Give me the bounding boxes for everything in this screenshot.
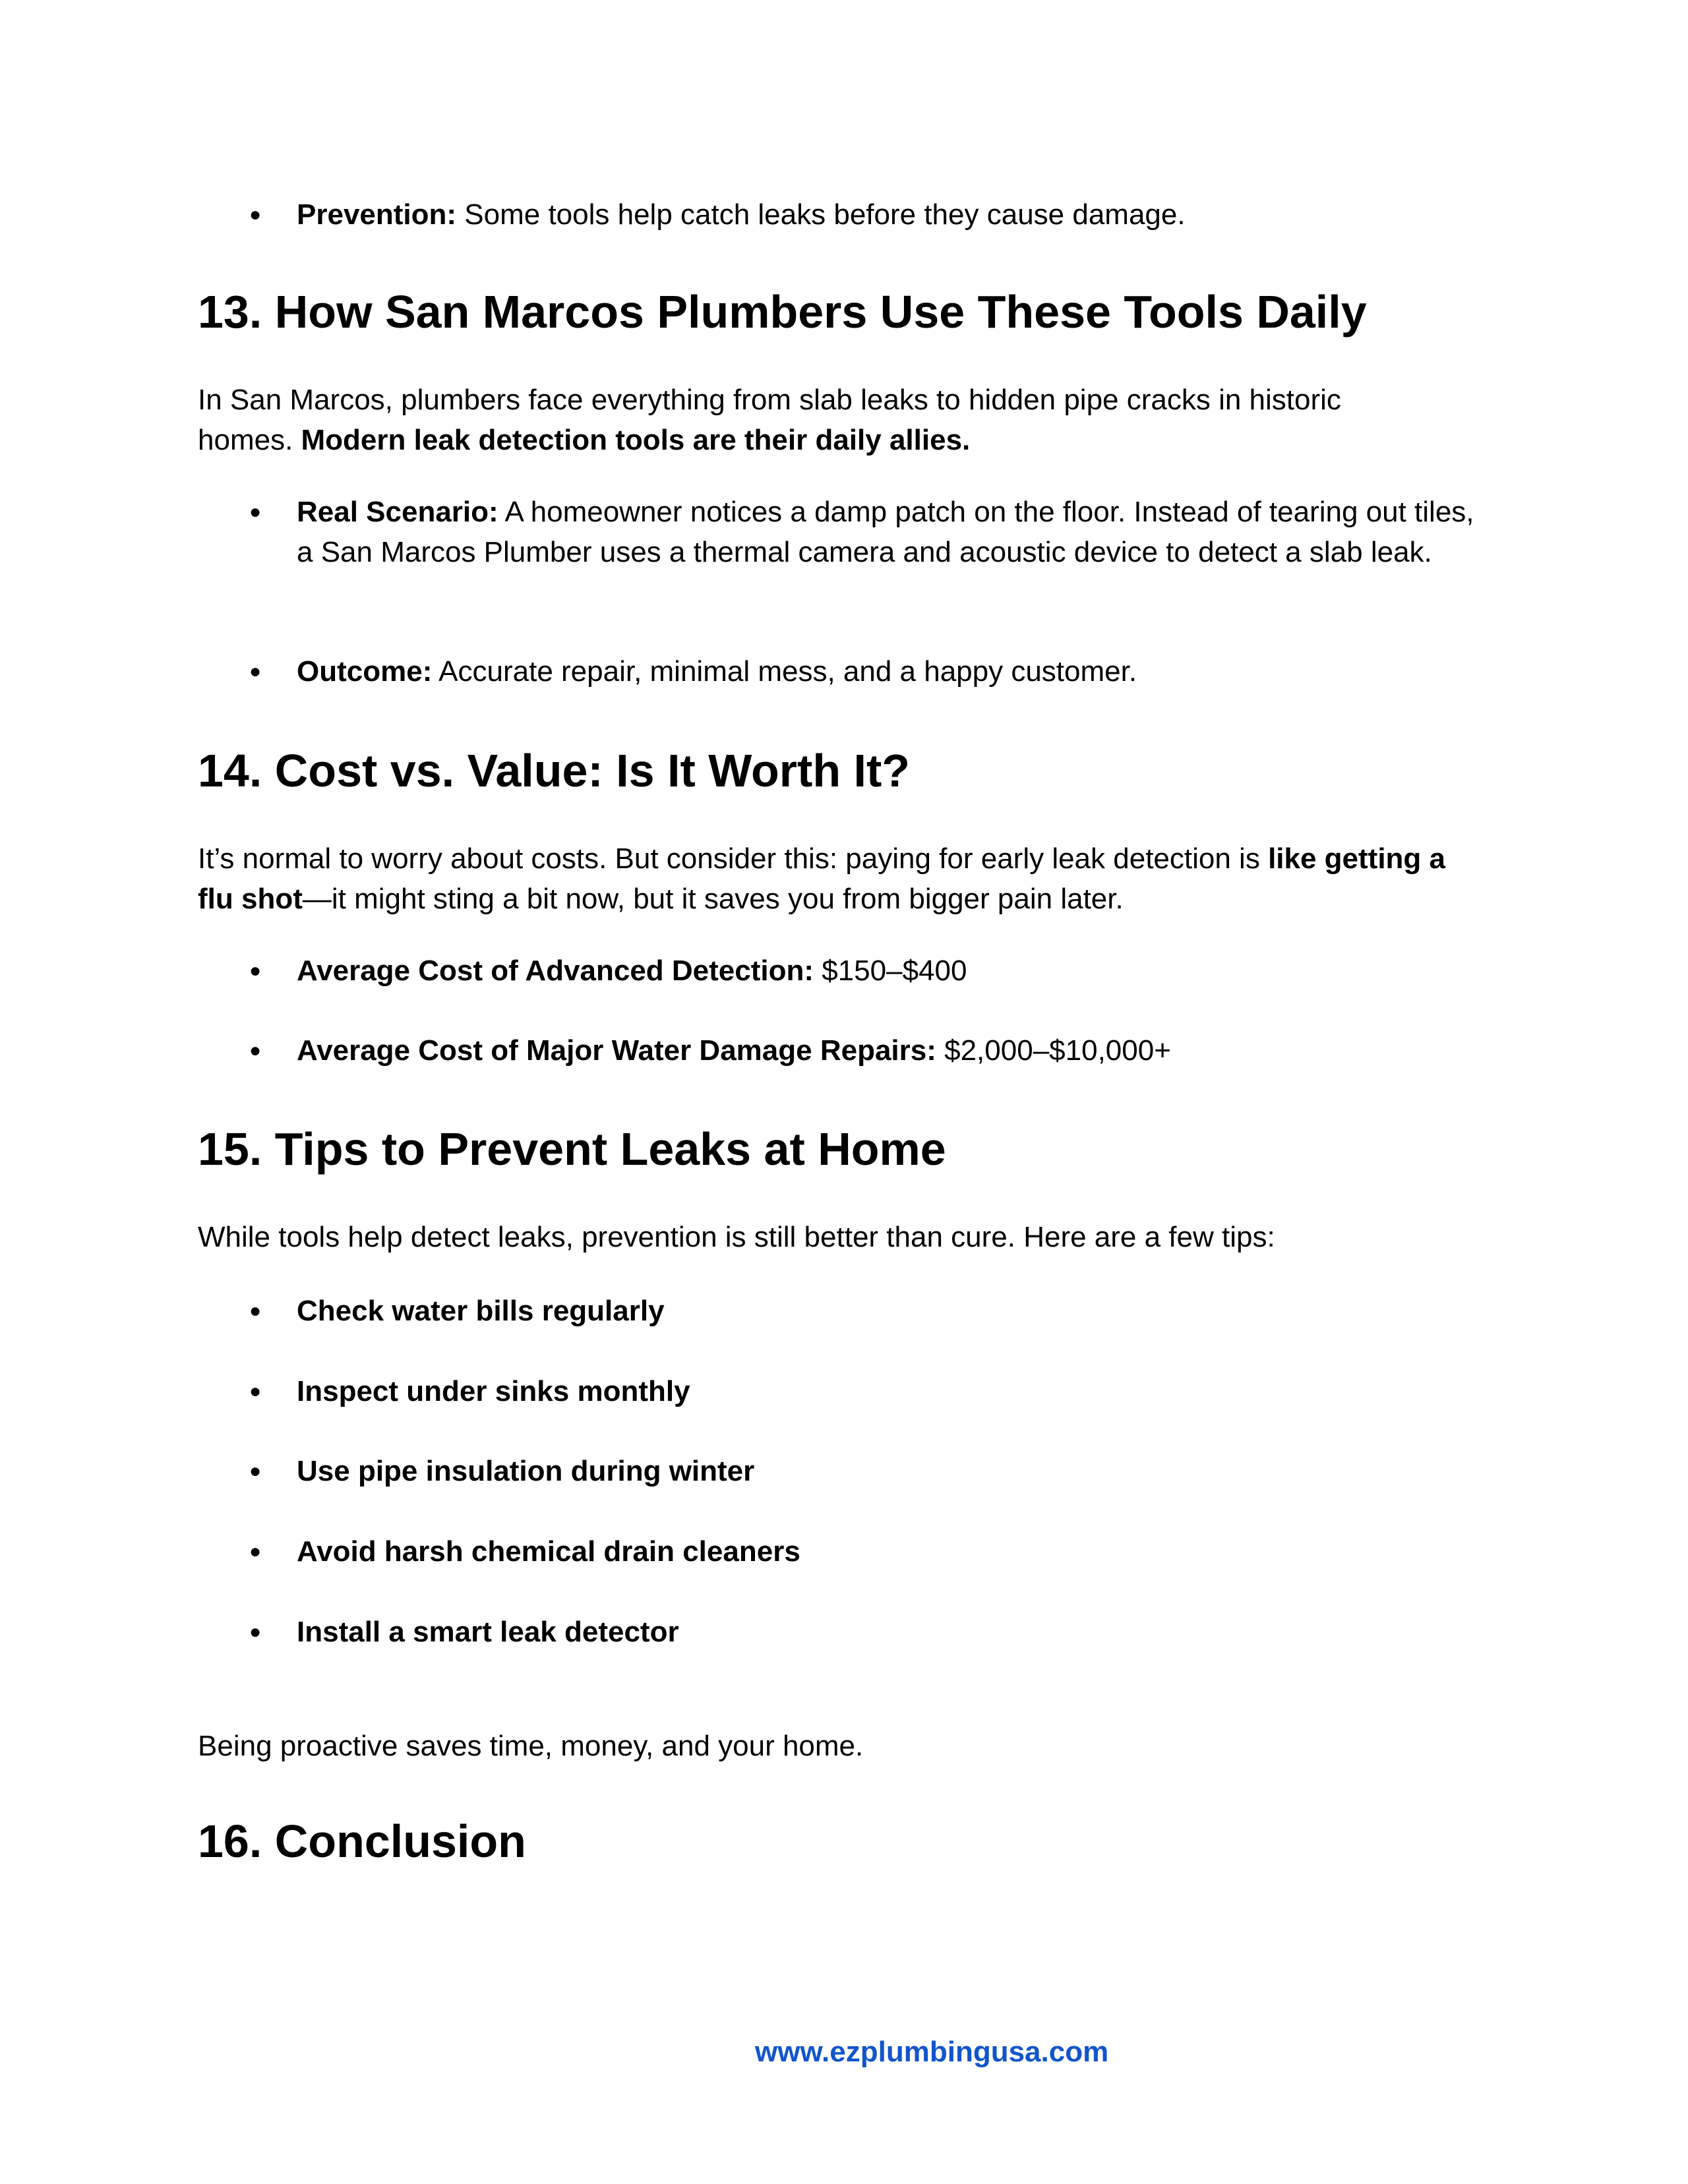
bullet-icon: ● — [249, 1040, 262, 1061]
list-item — [198, 1612, 1490, 1652]
tip-text: Avoid harsh chemical drain cleaners — [297, 1535, 800, 1568]
footer-website-link[interactable]: www.ezplumbingusa.com — [755, 2036, 1109, 2068]
list-item — [198, 651, 1490, 692]
intro-text-b: —it might sting a bit now, but it saves you from bigger pain later. — [302, 883, 1124, 915]
document-page — [198, 0, 1490, 2184]
tip-text: Inspect under sinks monthly — [297, 1375, 690, 1407]
tip-text: Use pipe insulation during winter — [297, 1455, 755, 1487]
bullet-icon: ● — [249, 501, 262, 523]
intro-text-a: It’s normal to worry about costs. But consider this: paying for early leak detection is — [198, 842, 1269, 875]
intro-bold: Modern leak detection tools are their daily allies. — [301, 424, 971, 456]
item-label: Outcome: — [297, 655, 433, 688]
list-item — [198, 492, 1490, 572]
list-item — [198, 1291, 1490, 1331]
bullet-icon: ● — [249, 661, 262, 682]
item-text: Some tools help catch leaks before they cause damage. — [456, 198, 1186, 231]
section-14-intro — [198, 839, 1484, 919]
list-item — [198, 951, 1490, 991]
tip-text: Install a smart leak detector — [297, 1616, 679, 1648]
tip-text: Check water bills regularly — [297, 1295, 665, 1327]
list-item — [198, 1531, 1490, 1572]
section-13-heading: 13. How San Marcos Plumbers Use These Tools Daily — [198, 286, 1367, 338]
list-item — [198, 194, 1490, 235]
bullet-icon: ● — [249, 1541, 262, 1562]
item-label: Average Cost of Advanced Detection: — [297, 955, 814, 987]
bullet-icon: ● — [249, 1300, 262, 1322]
list-item — [198, 1371, 1490, 1411]
item-label: Real Scenario: — [297, 496, 498, 528]
item-label: Average Cost of Major Water Damage Repairs: — [297, 1034, 936, 1067]
section-15-heading: 15. Tips to Prevent Leaks at Home — [198, 1123, 946, 1175]
item-text: A homeowner notices a damp patch on the floor. Instead of tearing out tiles, a San Marcos Plumber uses a thermal camera and acoustic device to detect a slab leak. — [297, 496, 1474, 568]
section-15-closing: Being proactive saves time, money, and your home. — [198, 1730, 864, 1762]
intro-text: In San Marcos, plumbers face everything from slab leaks to hidden pipe cracks in historic homes. — [198, 384, 1341, 456]
section-13-intro — [198, 380, 1385, 460]
bullet-icon: ● — [249, 1460, 262, 1482]
bullet-icon: ● — [249, 1621, 262, 1643]
bullet-icon: ● — [249, 1380, 262, 1402]
section-14-heading: 14. Cost vs. Value: Is It Worth It? — [198, 745, 911, 796]
section-16-heading: 16. Conclusion — [198, 1815, 526, 1867]
item-label: Prevention: — [297, 198, 457, 231]
bullet-icon: ● — [249, 204, 262, 225]
intro-bold: like getting a flu shot — [198, 842, 1446, 915]
item-text: $2,000–$10,000+ — [936, 1034, 1171, 1067]
section-15-intro: While tools help detect leaks, prevention is still better than cure. Here are a few tips: — [198, 1221, 1275, 1253]
item-text: $150–$400 — [814, 955, 967, 987]
list-item — [198, 1451, 1490, 1491]
list-item — [198, 1030, 1490, 1071]
bullet-icon: ● — [249, 960, 262, 982]
item-text: Accurate repair, minimal mess, and a happy customer. — [432, 655, 1137, 688]
